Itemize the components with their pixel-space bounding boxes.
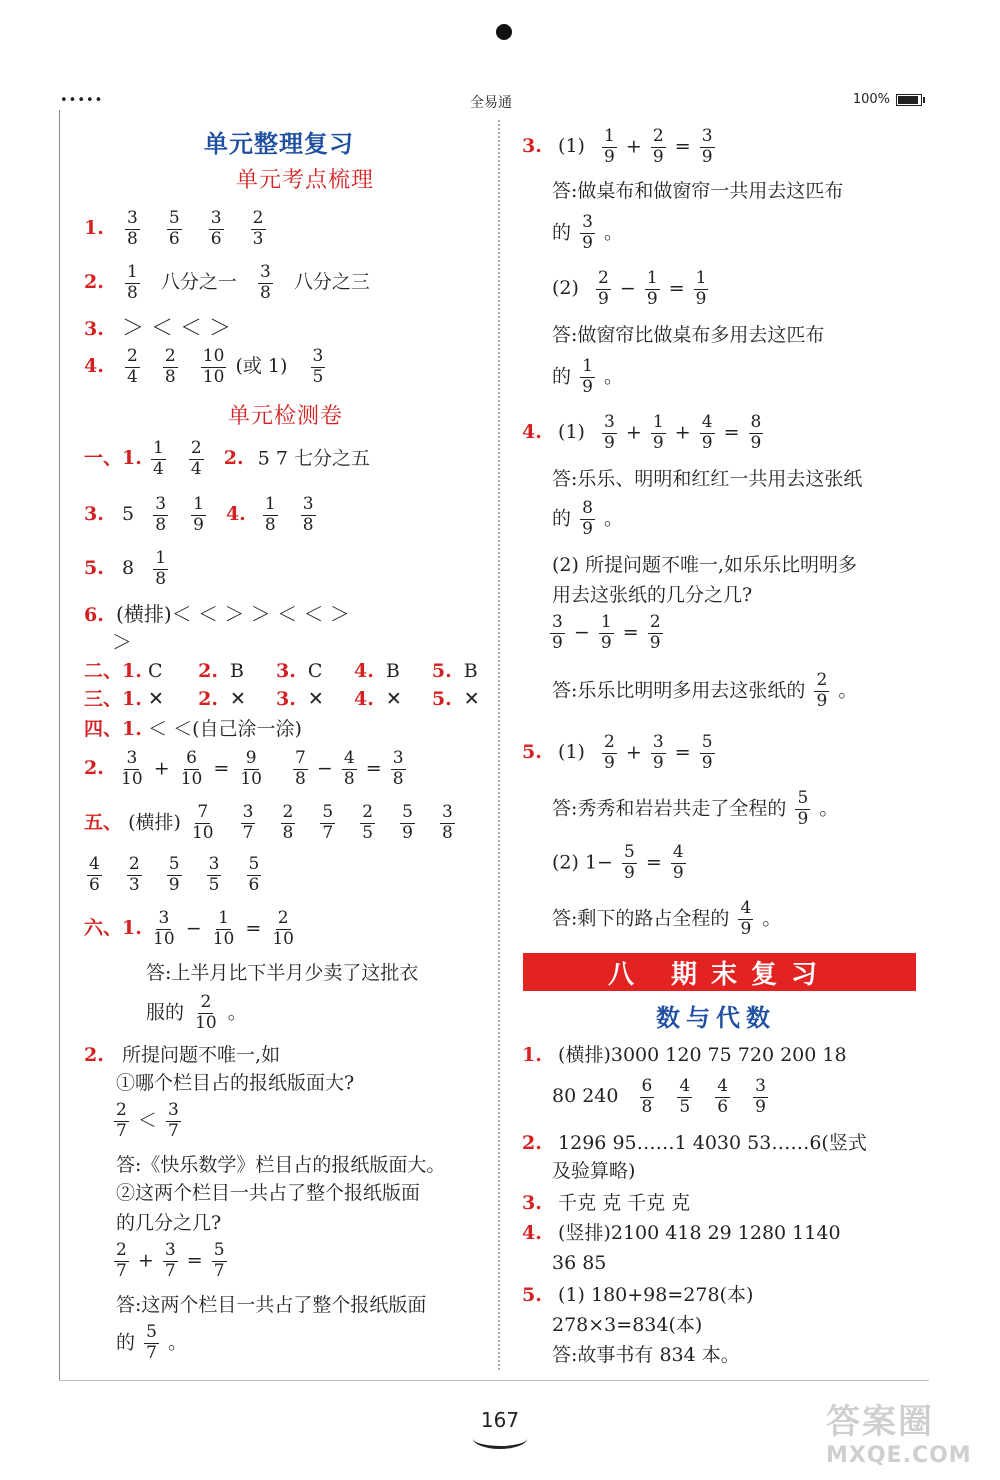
fraction: $\frac{7}{10}$ <box>191 802 214 843</box>
answer-row: $\frac{2}{7}$ ＜ $\frac{3}{7}$ <box>116 1100 179 1141</box>
fraction: $\frac{4}{8}$ <box>343 748 355 789</box>
fraction: $\frac{4}{6}$ <box>717 1076 729 1117</box>
question-number: 3. <box>522 135 542 158</box>
fraction: $\frac{1}{9}$ <box>646 268 658 309</box>
question-number: 2. <box>84 1044 104 1066</box>
answer-row <box>84 1046 280 1065</box>
fraction: $\frac{1}{9}$ <box>600 612 612 653</box>
answer-row <box>522 1194 690 1213</box>
answer-row: 三、1. ✕ 2. ✕ 3. ✕ 4. ✕ 5. ✕ <box>84 688 480 710</box>
answer-row <box>84 348 328 387</box>
answer-text: (或 1) <box>235 355 288 378</box>
fraction: $\frac{3}{5}$ <box>312 346 324 387</box>
fraction: $\frac{3}{9}$ <box>755 1076 766 1117</box>
question-number: 3. <box>84 318 104 340</box>
question-number: 四、1. <box>84 718 142 740</box>
fraction: $\frac{2}{10}$ <box>195 992 217 1033</box>
answer-row: (2) 1− $\frac{5}{9}$ = $\frac{4}{9}$ <box>552 842 684 883</box>
fraction: $\frac{1}{10}$ <box>212 908 235 949</box>
status-bar <box>60 90 922 112</box>
answer-row: 的 $\frac{8}{9}$ 。 <box>552 498 623 539</box>
fraction: $\frac{6}{8}$ <box>641 1076 653 1117</box>
answer-text: 所提问题不唯一,如 <box>122 1044 281 1066</box>
answer-text: (2) 所提问题不唯一,如乐乐比明明多 <box>552 554 857 576</box>
answer-text: 答:这两个栏目一共占了整个报纸版面 <box>116 1294 427 1316</box>
answer-text: 5 <box>122 503 135 526</box>
fraction: $\frac{5}{7}$ <box>146 1322 157 1363</box>
answer-row: 3. (1) $\frac{1}{9}$ + $\frac{2}{9}$ = $\frac{3}{9}$ <box>522 126 713 167</box>
fraction: $\frac{1}{8}$ <box>155 548 167 589</box>
fraction: $\frac{8}{9}$ <box>750 412 762 453</box>
question-number: 4. <box>522 421 542 444</box>
answer-row <box>84 496 319 535</box>
question-number: 1. <box>84 217 104 240</box>
fraction: $\frac{1}{9}$ <box>652 412 664 453</box>
answer-text: ＜ ＜(自己涂一涂) <box>148 718 302 740</box>
answer-text: 的几分之几? <box>116 1212 222 1234</box>
answer-text: (横排)3000 120 75 720 200 18 <box>558 1044 847 1066</box>
fraction: $\frac{3}{8}$ <box>259 262 271 303</box>
fraction: $\frac{4}{9}$ <box>740 898 752 939</box>
answer-text: 用去这张纸的几分之几? <box>552 584 753 606</box>
answer-row <box>84 804 458 843</box>
page-edge-left <box>59 110 60 1380</box>
page-number-arc <box>473 1428 527 1449</box>
answer-row <box>84 720 302 739</box>
answer-text: (1) 180+98=278(本) <box>558 1284 754 1306</box>
question-number: 六、1. <box>84 917 142 940</box>
answer-row: 答:剩下的路占全程的 $\frac{4}{9}$ 。 <box>552 898 782 939</box>
fraction: $\frac{5}{9}$ <box>168 854 180 895</box>
question-number: 3. <box>84 503 104 526</box>
question-number: 2. <box>522 1132 542 1154</box>
answer-text: 278×3=834(本) <box>552 1314 703 1336</box>
fraction: $\frac{3}{9}$ <box>552 612 563 653</box>
question-number: 3. <box>522 1192 542 1214</box>
answer-row <box>522 1134 867 1153</box>
answer-row <box>84 604 350 625</box>
answer-row <box>84 440 370 479</box>
question-number: 2. <box>84 757 104 780</box>
question-number: 二、1. <box>84 660 142 682</box>
fraction: $\frac{3}{8}$ <box>392 748 404 789</box>
fraction: $\frac{2}{3}$ <box>128 854 140 895</box>
answer-row: 5. (1) $\frac{2}{9}$ + $\frac{3}{9}$ = $\frac{5}{9}$ <box>522 732 713 773</box>
fraction: $\frac{5}{9}$ <box>701 732 713 773</box>
fraction: $\frac{1}{9}$ <box>695 268 707 309</box>
fraction: $\frac{3}{7}$ <box>242 802 254 843</box>
unit-test-subtitle: 单元检测卷 <box>228 404 344 429</box>
app-title: 全易通 <box>470 95 512 111</box>
fraction: $\frac{3}{8}$ <box>155 494 167 535</box>
answer-text: 1296 95……1 4030 53……6(竖式 <box>558 1132 867 1154</box>
answer-text: 答:做窗帘比做桌布多用去这匹布 <box>552 324 825 346</box>
answer-row: $\frac{3}{9}$ − $\frac{1}{9}$ = $\frac{2}{9}$ <box>552 612 661 653</box>
answer-row: 的 $\frac{5}{7}$ 。 <box>116 1322 187 1363</box>
question-number: 2. <box>223 447 244 470</box>
fraction: $\frac{2}{5}$ <box>362 802 374 843</box>
answer-text: 36 85 <box>552 1252 607 1274</box>
fraction: $\frac{5}{7}$ <box>322 802 334 843</box>
answer-row <box>522 1046 847 1065</box>
answer-row: 2. $\frac{3}{10}$ + $\frac{6}{10}$ = $\frac{9}{10}$ $\frac{7}{8}$ − $\frac{4}{8}$ = $\frac{3}{8}$ <box>84 748 404 789</box>
answer-row: 答:乐乐比明明多用去这张纸的 $\frac{2}{9}$ 。 <box>552 670 858 711</box>
fraction: $\frac{4}{6}$ <box>89 854 100 895</box>
question-number: 一、1. <box>84 447 142 470</box>
answer-row: (2) $\frac{2}{9}$ − $\frac{1}{9}$ = $\frac{1}{9}$ <box>552 268 707 309</box>
fraction: $\frac{7}{8}$ <box>295 748 306 789</box>
section-title: 数与代数 <box>656 1003 776 1032</box>
answer-row <box>84 550 171 589</box>
fraction: $\frac{3}{9}$ <box>604 412 615 453</box>
fraction: $\frac{4}{5}$ <box>679 1076 691 1117</box>
battery-icon <box>896 94 922 106</box>
signal-icon: ••••• <box>60 93 104 108</box>
fraction: $\frac{2}{8}$ <box>164 346 176 387</box>
question-number: 4. <box>522 1222 542 1244</box>
fraction: $\frac{2}{10}$ <box>272 908 294 949</box>
page-edge-bottom <box>59 1380 929 1381</box>
answer-row: 80 240 $\frac{6}{8}$ $\frac{4}{5}$ $\frac{4}{6}$ $\frac{3}{9}$ <box>552 1076 766 1117</box>
fraction: $\frac{6}{10}$ <box>180 748 203 789</box>
fraction: $\frac{3}{10}$ <box>153 908 175 949</box>
answer-row <box>84 210 269 249</box>
fraction: $\frac{4}{9}$ <box>701 412 713 453</box>
answer-text: ②这两个栏目一共占了整个报纸版面 <box>116 1182 421 1204</box>
fraction: $\frac{2}{9}$ <box>649 612 661 653</box>
answer-text: 答:上半月比下半月少卖了这批衣 <box>146 962 419 984</box>
fraction: $\frac{4}{9}$ <box>672 842 684 883</box>
answer-text: 八分之一 <box>160 271 237 294</box>
answer-row: 六、1. $\frac{3}{10}$ − $\frac{1}{10}$ = $\frac{2}{10}$ <box>84 908 294 949</box>
fraction: $\frac{2}{4}$ <box>190 438 202 479</box>
fraction: $\frac{1}{9}$ <box>193 494 204 535</box>
fraction: $\frac{8}{9}$ <box>582 498 593 539</box>
answer-row: 4. (1) $\frac{3}{9}$ + $\frac{1}{9}$ + $\frac{4}{9}$ = $\frac{8}{9}$ <box>522 412 762 453</box>
fraction: $\frac{5}{7}$ <box>213 1240 225 1281</box>
fraction: $\frac{1}{4}$ <box>153 438 164 479</box>
answer-text: 答:《快乐数学》栏目占的报纸版面大。 <box>116 1154 446 1176</box>
fraction: $\frac{5}{6}$ <box>248 854 260 895</box>
fraction: $\frac{2}{8}$ <box>282 802 294 843</box>
fraction: $\frac{5}{9}$ <box>624 842 635 883</box>
fraction: $\frac{3}{8}$ <box>127 208 138 249</box>
camera-dot <box>496 24 512 40</box>
column-divider <box>498 120 500 1370</box>
fraction: $\frac{2}{7}$ <box>116 1240 127 1281</box>
fraction: $\frac{3}{10}$ <box>121 748 143 789</box>
question-number: 5. <box>522 741 542 764</box>
answer-text: 八分之三 <box>293 271 370 294</box>
answer-row: 服的 $\frac{2}{10}$ 。 <box>146 992 247 1033</box>
question-number: 6. <box>84 604 104 626</box>
page-number: 167 <box>480 1408 520 1432</box>
watermark-logo: 答案圈 MXQE.COM <box>826 1402 972 1468</box>
answer-row: 的 $\frac{1}{9}$ 。 <box>552 356 623 397</box>
answer-text: (横排)＜ ＜ ＞ ＞ ＜ ＜ ＞ <box>116 602 350 626</box>
fraction: $\frac{1}{9}$ <box>604 126 615 167</box>
answer-text: (竖排)2100 418 29 1280 1140 <box>558 1222 841 1244</box>
question-number: 5. <box>522 1284 542 1306</box>
answer-row <box>522 1224 841 1243</box>
answer-text: (横排) <box>128 811 181 834</box>
answer-row: $\frac{2}{7}$ + $\frac{3}{7}$ = $\frac{5}{7}$ <box>116 1240 225 1281</box>
answer-text: 答:故事书有 834 本。 <box>552 1344 740 1366</box>
answer-text: ＞ <box>112 630 132 654</box>
fraction: $\frac{5}{6}$ <box>168 208 180 249</box>
answer-text: 及验算略) <box>552 1160 636 1182</box>
answer-row: 的 $\frac{3}{9}$ 。 <box>552 212 623 253</box>
fraction: $\frac{2}{9}$ <box>816 670 828 711</box>
fraction: $\frac{3}{7}$ <box>167 1100 179 1141</box>
question-number: 五、 <box>84 811 123 834</box>
answer-text: 答:乐乐、明明和红红一共用去这张纸 <box>552 468 863 490</box>
question-number: 三、1. <box>84 688 142 710</box>
fraction: $\frac{3}{8}$ <box>442 802 453 843</box>
fraction: $\frac{2}{9}$ <box>604 732 615 773</box>
answer-text: 8 <box>122 557 135 580</box>
answer-row: 二、1. C 2. B 3. C 4. B 5. B <box>84 660 478 682</box>
answer-text: ①哪个栏目占的报纸版面大? <box>116 1072 355 1094</box>
fraction: $\frac{5}{9}$ <box>402 802 413 843</box>
answer-row <box>84 264 370 303</box>
fraction: $\frac{3}{9}$ <box>582 212 593 253</box>
question-number: 2. <box>84 271 104 294</box>
fraction: $\frac{1}{8}$ <box>264 494 276 535</box>
answer-text: 千克 克 千克 克 <box>558 1192 691 1214</box>
fraction: $\frac{5}{9}$ <box>797 788 809 829</box>
fraction: $\frac{2}{3}$ <box>252 208 264 249</box>
fraction: $\frac{10}{10}$ <box>202 346 225 387</box>
answer-row: 答:秀秀和岩岩共走了全程的 $\frac{5}{9}$ 。 <box>552 788 839 829</box>
key-points-subtitle: 单元考点梳理 <box>236 168 375 193</box>
fraction: $\frac{3}{6}$ <box>210 208 222 249</box>
answer-row <box>84 856 264 895</box>
question-number: 4. <box>84 355 104 378</box>
fraction: $\frac{3}{9}$ <box>652 732 664 773</box>
question-number: 1. <box>522 1044 542 1066</box>
fraction: $\frac{2}{9}$ <box>652 126 664 167</box>
unit-review-title: 单元整理复习 <box>204 129 354 158</box>
answer-text: ＞ ＜ ＜ ＞ <box>122 316 232 341</box>
fraction: $\frac{1}{8}$ <box>127 262 138 303</box>
fraction: $\frac{3}{8}$ <box>302 494 314 535</box>
answer-row <box>522 1286 753 1305</box>
fraction: $\frac{2}{9}$ <box>597 268 609 309</box>
fraction: $\frac{2}{7}$ <box>116 1100 127 1141</box>
fraction: $\frac{2}{4}$ <box>127 346 138 387</box>
fraction: $\frac{3}{9}$ <box>701 126 713 167</box>
question-number: 5. <box>84 557 104 580</box>
fraction: $\frac{3}{5}$ <box>208 854 220 895</box>
fraction: $\frac{9}{10}$ <box>240 748 262 789</box>
answer-text: 5 7 七分之五 <box>257 447 370 470</box>
answer-text: 答:做桌布和做窗帘一共用去这匹布 <box>552 180 844 202</box>
final-review-banner: 八 期末复习 <box>523 953 916 991</box>
answer-row <box>84 318 231 340</box>
fraction: $\frac{1}{9}$ <box>582 356 593 397</box>
fraction: $\frac{3}{7}$ <box>164 1240 176 1281</box>
question-number: 4. <box>225 503 246 526</box>
battery-fill <box>898 96 918 104</box>
battery-text: 100% <box>852 92 890 107</box>
